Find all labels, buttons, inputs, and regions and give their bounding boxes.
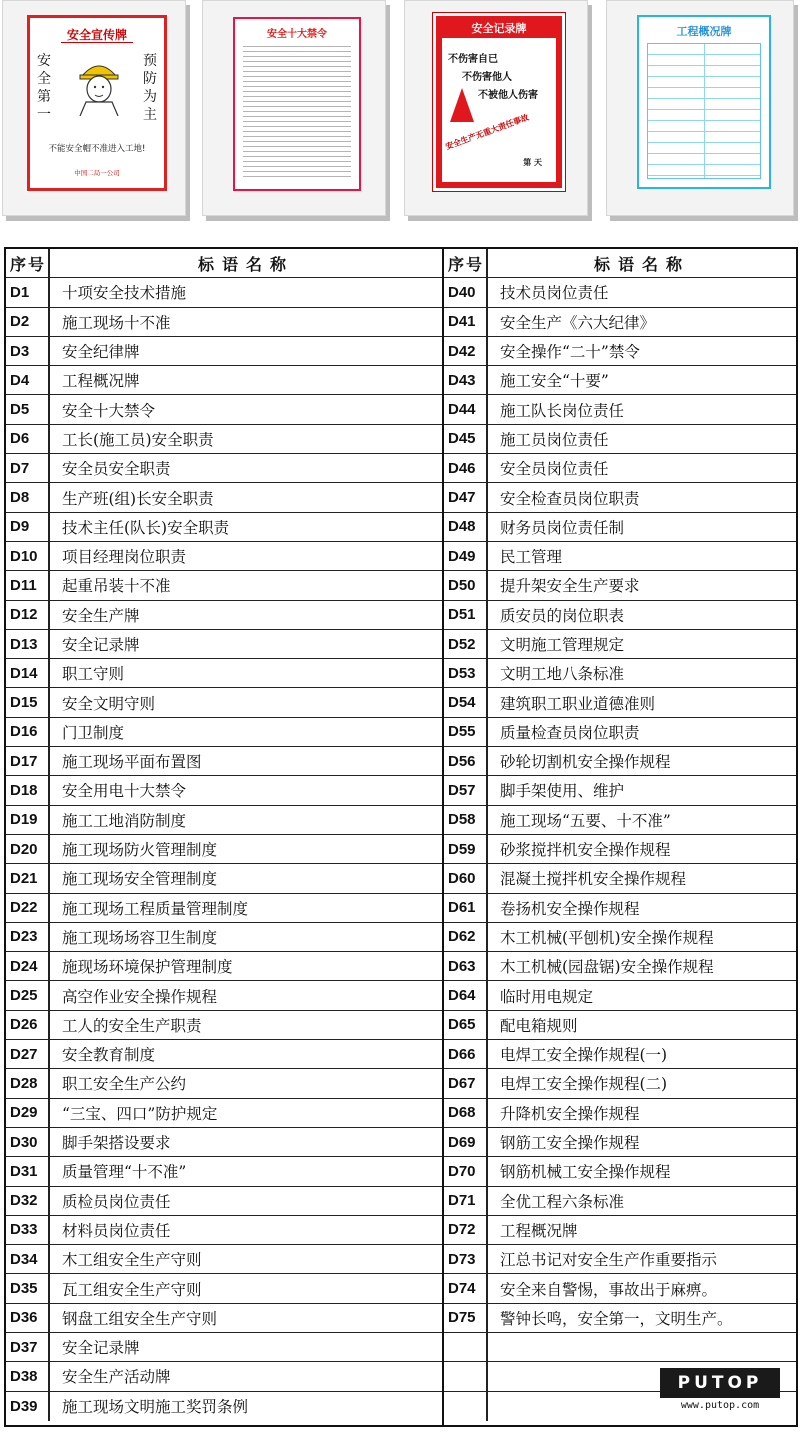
table-row[interactable] <box>6 1274 442 1303</box>
table-row[interactable] <box>444 630 796 659</box>
row-number: D58 <box>444 806 488 834</box>
row-number: D74 <box>444 1274 488 1302</box>
row-slogan-name: 钢盘工组安全生产守则 <box>62 1309 218 1328</box>
row-slogan-name: 文明施工管理规定 <box>500 636 625 654</box>
row-number: D46 <box>444 454 488 482</box>
row-slogan-name: 施工现场安全管理制度 <box>62 870 218 889</box>
row-slogan-name: 木工组安全生产守则 <box>62 1251 202 1270</box>
row-number: D54 <box>444 688 488 716</box>
row-slogan-name: 木工机械(平刨机)安全操作规程 <box>500 928 714 947</box>
table-row[interactable] <box>6 776 442 805</box>
row-slogan-name: 技术员岗位责任 <box>500 284 609 303</box>
row-number: D17 <box>6 747 50 775</box>
row-number: D22 <box>6 894 50 922</box>
row-number: D19 <box>6 806 50 834</box>
record-line-2: 不伤害他人 <box>462 72 512 83</box>
putop-url: www.putop.com <box>680 1400 760 1411</box>
board-right-text: 预 防 为 主 <box>143 53 157 123</box>
row-slogan-name: 施工现场工程质量管理制度 <box>62 899 249 918</box>
table-row[interactable] <box>444 1304 796 1333</box>
row-slogan-name: 安全生产牌 <box>62 606 140 625</box>
ten-prohibitions-board <box>233 17 361 191</box>
row-slogan-name: 十项安全技术措施 <box>62 284 187 303</box>
table-row[interactable] <box>444 454 796 483</box>
row-number: D20 <box>6 835 50 863</box>
row-slogan-name: 安全来自警惕，事故出于麻痹。 <box>500 1280 718 1299</box>
table-row[interactable] <box>444 1040 796 1069</box>
table-row[interactable] <box>444 1274 796 1303</box>
row-slogan-name: 技术主任(队长)安全职责 <box>62 518 230 537</box>
record-day-count: 第 天 <box>523 158 542 167</box>
row-number: D10 <box>6 542 50 570</box>
table-row[interactable] <box>444 1069 796 1098</box>
row-slogan-name: 临时用电规定 <box>500 987 594 1006</box>
table-row[interactable] <box>6 308 442 337</box>
table-header-row <box>444 249 796 278</box>
row-slogan-name: 建筑职工职业道德准则 <box>500 694 656 713</box>
row-slogan-name: 提升架安全生产要求 <box>500 577 640 596</box>
row-slogan-name: 配电箱规则 <box>500 1016 578 1035</box>
row-slogan-name: 安全纪律牌 <box>62 343 140 362</box>
row-number: D27 <box>6 1040 50 1068</box>
row-slogan-name: 砂轮切割机安全操作规程 <box>500 753 671 772</box>
row-slogan-name: 安全记录牌 <box>62 636 140 654</box>
row-slogan-name: 混凝土搅拌机安全操作规程 <box>500 870 687 889</box>
table-row[interactable] <box>6 835 442 864</box>
record-line-3: 不被他人伤害 <box>478 90 538 101</box>
table-left-column <box>6 249 442 1425</box>
row-number: D43 <box>444 366 488 394</box>
row-number: D53 <box>444 659 488 687</box>
table-row[interactable] <box>444 542 796 571</box>
row-number: D28 <box>6 1069 50 1097</box>
row-slogan-name: 瓦工组安全生产守则 <box>62 1280 202 1299</box>
row-number: D68 <box>444 1099 488 1127</box>
row-slogan-name: 脚手架使用、维护 <box>500 782 625 801</box>
row-slogan-name: 职工安全生产公约 <box>62 1075 187 1094</box>
row-number: D50 <box>444 571 488 599</box>
row-slogan-name: 电焊工安全操作规程(二) <box>500 1075 668 1094</box>
row-slogan-name: 钢筋机械工安全操作规程 <box>500 1163 671 1182</box>
row-number: D35 <box>6 1274 50 1302</box>
table-row[interactable] <box>6 1069 442 1098</box>
table-row[interactable] <box>444 1011 796 1040</box>
table-row[interactable] <box>444 366 796 395</box>
table-row[interactable] <box>444 952 796 981</box>
row-slogan-name <box>488 1333 796 1361</box>
row-slogan-name: 工程概况牌 <box>62 372 140 391</box>
row-slogan-name: 施工现场文明施工奖罚条例 <box>62 1398 249 1417</box>
board-title: 安全记录牌 <box>471 22 527 35</box>
row-slogan-name: 施工现场平面布置图 <box>62 753 202 772</box>
row-number: D39 <box>6 1392 50 1421</box>
row-slogan-name: 质检员岗位责任 <box>62 1192 171 1211</box>
board-footer: 中国二局一公司 <box>74 169 120 177</box>
row-number: D14 <box>6 659 50 687</box>
row-slogan-name: 安全十大禁令 <box>62 401 156 420</box>
row-number: D11 <box>6 571 50 599</box>
record-diagonal-slogan: 安全生产无重大责任事故 <box>444 112 531 152</box>
row-number: D24 <box>6 952 50 980</box>
row-slogan-name: 安全员岗位责任 <box>500 460 609 479</box>
row-slogan-name: 施工安全“十要” <box>500 372 609 391</box>
row-slogan-name: 施工工地消防制度 <box>62 811 187 830</box>
table-row[interactable] <box>6 1333 442 1362</box>
row-slogan-name: 质量检查员岗位职责 <box>500 723 640 742</box>
row-slogan-name: 安全文明守则 <box>62 694 156 713</box>
row-slogan-name: 施工现场防火管理制度 <box>62 841 218 860</box>
table-row[interactable] <box>6 1392 442 1421</box>
row-slogan-name: 钢筋工安全操作规程 <box>500 1134 640 1153</box>
row-number: D47 <box>444 483 488 511</box>
row-number: D8 <box>6 483 50 511</box>
row-number: D60 <box>444 864 488 892</box>
row-number: D52 <box>444 630 488 658</box>
table-row[interactable] <box>444 718 796 747</box>
row-slogan-name: 电焊工安全操作规程(一) <box>500 1046 668 1065</box>
row-number: D23 <box>6 923 50 951</box>
row-slogan-name: 安全用电十大禁令 <box>62 782 187 801</box>
table-row[interactable] <box>6 952 442 981</box>
row-number: D33 <box>6 1216 50 1244</box>
row-number: D5 <box>6 395 50 423</box>
row-slogan-name: 施现场环境保护管理制度 <box>62 958 233 977</box>
row-number: D4 <box>6 366 50 394</box>
row-slogan-name: 施工员岗位责任 <box>500 430 609 449</box>
table-row[interactable] <box>444 806 796 835</box>
record-line-1: 不伤害自已 <box>448 54 498 65</box>
row-slogan-name: 卷扬机安全操作规程 <box>500 899 640 918</box>
row-number: D45 <box>444 425 488 453</box>
row-number: D7 <box>6 454 50 482</box>
board-title: 安全宣传牌 <box>61 28 133 43</box>
row-slogan-name: 施工队长岗位责任 <box>500 401 625 420</box>
table-row[interactable] <box>444 1187 796 1216</box>
row-number: D67 <box>444 1069 488 1097</box>
row-number: D62 <box>444 923 488 951</box>
board-left-text: 安 全 第 一 <box>37 53 51 123</box>
board-title: 安全十大禁令 <box>267 29 327 40</box>
board-title: 工程概况牌 <box>676 25 732 38</box>
row-number: D37 <box>6 1333 50 1361</box>
traffic-cone-icon <box>450 88 474 122</box>
table-row[interactable] <box>6 864 442 893</box>
table-row[interactable] <box>444 601 796 630</box>
row-slogan-name: 职工守则 <box>62 665 125 684</box>
row-number: D63 <box>444 952 488 980</box>
signboard-thumbnails <box>0 0 800 222</box>
table-row[interactable] <box>6 337 442 366</box>
table-row[interactable] <box>6 571 442 600</box>
table-row[interactable] <box>6 395 442 424</box>
row-number: D16 <box>6 718 50 746</box>
row-number: D15 <box>6 688 50 716</box>
row-number: D72 <box>444 1216 488 1244</box>
row-number: D32 <box>6 1187 50 1215</box>
table-row[interactable] <box>444 981 796 1010</box>
row-number: D2 <box>6 308 50 336</box>
table-row[interactable] <box>444 513 796 542</box>
table-row[interactable] <box>6 1304 442 1333</box>
row-slogan-name: 文明工地八条标准 <box>500 665 625 684</box>
table-row[interactable] <box>444 483 796 512</box>
table-row[interactable] <box>444 894 796 923</box>
row-slogan-name: 全优工程六条标准 <box>500 1192 625 1211</box>
row-slogan-name: 生产班(组)长安全职责 <box>62 489 214 508</box>
row-number <box>444 1362 488 1390</box>
row-number: D38 <box>6 1362 50 1390</box>
row-number: D44 <box>444 395 488 423</box>
table-row[interactable] <box>6 601 442 630</box>
header-name: 标语名称 <box>593 254 690 274</box>
table-row[interactable] <box>6 1040 442 1069</box>
row-slogan-name: 升降机安全操作规程 <box>500 1104 640 1123</box>
row-number: D31 <box>6 1157 50 1185</box>
row-number: D40 <box>444 278 488 306</box>
table-row[interactable] <box>6 513 442 542</box>
table-row[interactable] <box>444 571 796 600</box>
row-number: D3 <box>6 337 50 365</box>
row-slogan-name: 项目经理岗位职责 <box>62 548 187 567</box>
row-number <box>444 1333 488 1361</box>
row-number: D13 <box>6 630 50 658</box>
row-slogan-name: 江总书记对安全生产作重要指示 <box>500 1251 718 1270</box>
worker-helmet-icon <box>76 56 122 116</box>
row-number: D57 <box>444 776 488 804</box>
table-row[interactable] <box>6 894 442 923</box>
row-slogan-name: 安全生产《六大纪律》 <box>500 313 656 332</box>
putop-watermark <box>660 1366 780 1416</box>
row-number: D66 <box>444 1040 488 1068</box>
row-slogan-name: 财务员岗位责任制 <box>500 518 625 537</box>
row-slogan-name: 工人的安全生产职责 <box>62 1016 202 1035</box>
row-number: D30 <box>6 1128 50 1156</box>
table-row[interactable] <box>6 659 442 688</box>
row-number: D41 <box>444 308 488 336</box>
row-slogan-name: 高空作业安全操作规程 <box>62 987 218 1006</box>
row-number: D12 <box>6 601 50 629</box>
row-slogan-name: 质量管理“十不准” <box>62 1163 187 1182</box>
row-slogan-name: 材料员岗位责任 <box>62 1221 171 1240</box>
table-row[interactable] <box>6 1216 442 1245</box>
row-slogan-name: 施工现场十不准 <box>62 313 171 332</box>
table-row[interactable] <box>6 1187 442 1216</box>
row-number: D70 <box>444 1157 488 1185</box>
table-header-row <box>6 249 442 278</box>
board-slogan: 不能安全帽不准进入工地! <box>48 144 146 154</box>
row-slogan-name: 安全员安全职责 <box>62 460 171 479</box>
table-row[interactable] <box>6 718 442 747</box>
row-slogan-name: 质安员的岗位职表 <box>500 606 625 625</box>
table-row[interactable] <box>6 630 442 659</box>
header-name: 标语名称 <box>197 254 294 274</box>
table-row[interactable] <box>444 1333 796 1362</box>
header-number: 序号 <box>6 249 50 277</box>
table-row[interactable] <box>6 747 442 776</box>
row-slogan-name: 施工现场场容卫生制度 <box>62 928 218 947</box>
table-row[interactable] <box>444 747 796 776</box>
row-slogan-name: 木工机械(园盘锯)安全操作规程 <box>500 958 714 977</box>
row-number: D36 <box>6 1304 50 1332</box>
row-slogan-name: “三宝、四口”防护规定 <box>62 1104 218 1123</box>
row-number: D25 <box>6 981 50 1009</box>
table-row[interactable] <box>444 1128 796 1157</box>
row-number: D64 <box>444 981 488 1009</box>
row-slogan-name: 民工管理 <box>500 548 563 567</box>
row-number: D1 <box>6 278 50 306</box>
row-number: D65 <box>444 1011 488 1039</box>
putop-logo: PUTOP <box>660 1368 780 1398</box>
table-row[interactable] <box>6 1245 442 1274</box>
table-row[interactable] <box>444 1245 796 1274</box>
table-row[interactable] <box>6 366 442 395</box>
row-number: D73 <box>444 1245 488 1273</box>
row-number: D6 <box>6 425 50 453</box>
table-row[interactable] <box>444 776 796 805</box>
row-number: D59 <box>444 835 488 863</box>
table-row[interactable] <box>6 483 442 512</box>
row-slogan-name: 脚手架搭设要求 <box>62 1134 171 1153</box>
table-row[interactable] <box>444 1157 796 1186</box>
safety-publicity-board <box>27 15 167 191</box>
row-slogan-name: 起重吊装十不准 <box>62 577 171 596</box>
table-row[interactable] <box>444 308 796 337</box>
board-thumbnail-safety-publicity[interactable] <box>2 0 186 216</box>
table-row[interactable] <box>6 1157 442 1186</box>
table-row[interactable] <box>6 1099 442 1128</box>
row-number: D21 <box>6 864 50 892</box>
table-row[interactable] <box>6 542 442 571</box>
table-row[interactable] <box>444 864 796 893</box>
row-slogan-name: 警钟长鸣，安全第一，文明生产。 <box>500 1309 733 1328</box>
table-row[interactable] <box>6 454 442 483</box>
table-row[interactable] <box>444 1216 796 1245</box>
board-body-text-lines <box>243 43 351 181</box>
table-row[interactable] <box>6 425 442 454</box>
table-row[interactable] <box>444 835 796 864</box>
table-row[interactable] <box>6 981 442 1010</box>
row-number: D75 <box>444 1304 488 1332</box>
table-row[interactable] <box>6 806 442 835</box>
row-number: D26 <box>6 1011 50 1039</box>
table-right-column <box>444 249 796 1425</box>
row-number: D55 <box>444 718 488 746</box>
row-number: D48 <box>444 513 488 541</box>
row-number: D34 <box>6 1245 50 1273</box>
safety-record-board <box>433 13 565 191</box>
row-number: D18 <box>6 776 50 804</box>
row-slogan-name: 安全操作“二十”禁令 <box>500 343 640 362</box>
header-number: 序号 <box>444 249 488 277</box>
table-row[interactable] <box>444 923 796 952</box>
row-slogan-name: 砂浆搅拌机安全操作规程 <box>500 841 671 860</box>
row-number: D42 <box>444 337 488 365</box>
row-number: D9 <box>6 513 50 541</box>
table-row[interactable] <box>444 278 796 307</box>
row-slogan-name: 工长(施工员)安全职责 <box>62 430 214 449</box>
row-number: D56 <box>444 747 488 775</box>
row-slogan-name: 施工现场“五要、十不准” <box>500 811 671 830</box>
overview-grid <box>647 43 761 179</box>
table-row[interactable] <box>6 923 442 952</box>
board-thumbnail-safety-record[interactable] <box>404 0 588 216</box>
table-row[interactable] <box>6 688 442 717</box>
row-number: D49 <box>444 542 488 570</box>
table-row[interactable] <box>444 337 796 366</box>
table-row[interactable] <box>444 395 796 424</box>
row-slogan-name: 门卫制度 <box>62 723 125 742</box>
row-number: D61 <box>444 894 488 922</box>
row-slogan-name: 工程概况牌 <box>500 1221 578 1240</box>
row-number: D51 <box>444 601 488 629</box>
table-row[interactable] <box>6 1128 442 1157</box>
table-row[interactable] <box>444 1099 796 1128</box>
table-row[interactable] <box>6 1362 442 1391</box>
board-thumbnail-ten-prohibitions[interactable] <box>202 0 386 216</box>
table-row[interactable] <box>6 278 442 307</box>
table-row[interactable] <box>444 425 796 454</box>
table-row[interactable] <box>444 688 796 717</box>
row-number <box>444 1392 488 1421</box>
board-thumbnail-project-overview[interactable] <box>606 0 794 216</box>
row-slogan-name: 安全检查员岗位职责 <box>500 489 640 508</box>
row-slogan-name: 安全记录牌 <box>62 1339 140 1358</box>
row-number: D69 <box>444 1128 488 1156</box>
table-row[interactable] <box>444 659 796 688</box>
slogan-table <box>4 247 798 1427</box>
row-number: D71 <box>444 1187 488 1215</box>
row-number: D29 <box>6 1099 50 1127</box>
row-slogan-name: 安全教育制度 <box>62 1046 156 1065</box>
project-overview-board <box>637 15 771 189</box>
table-row[interactable] <box>6 1011 442 1040</box>
row-slogan-name: 安全生产活动牌 <box>62 1368 171 1387</box>
